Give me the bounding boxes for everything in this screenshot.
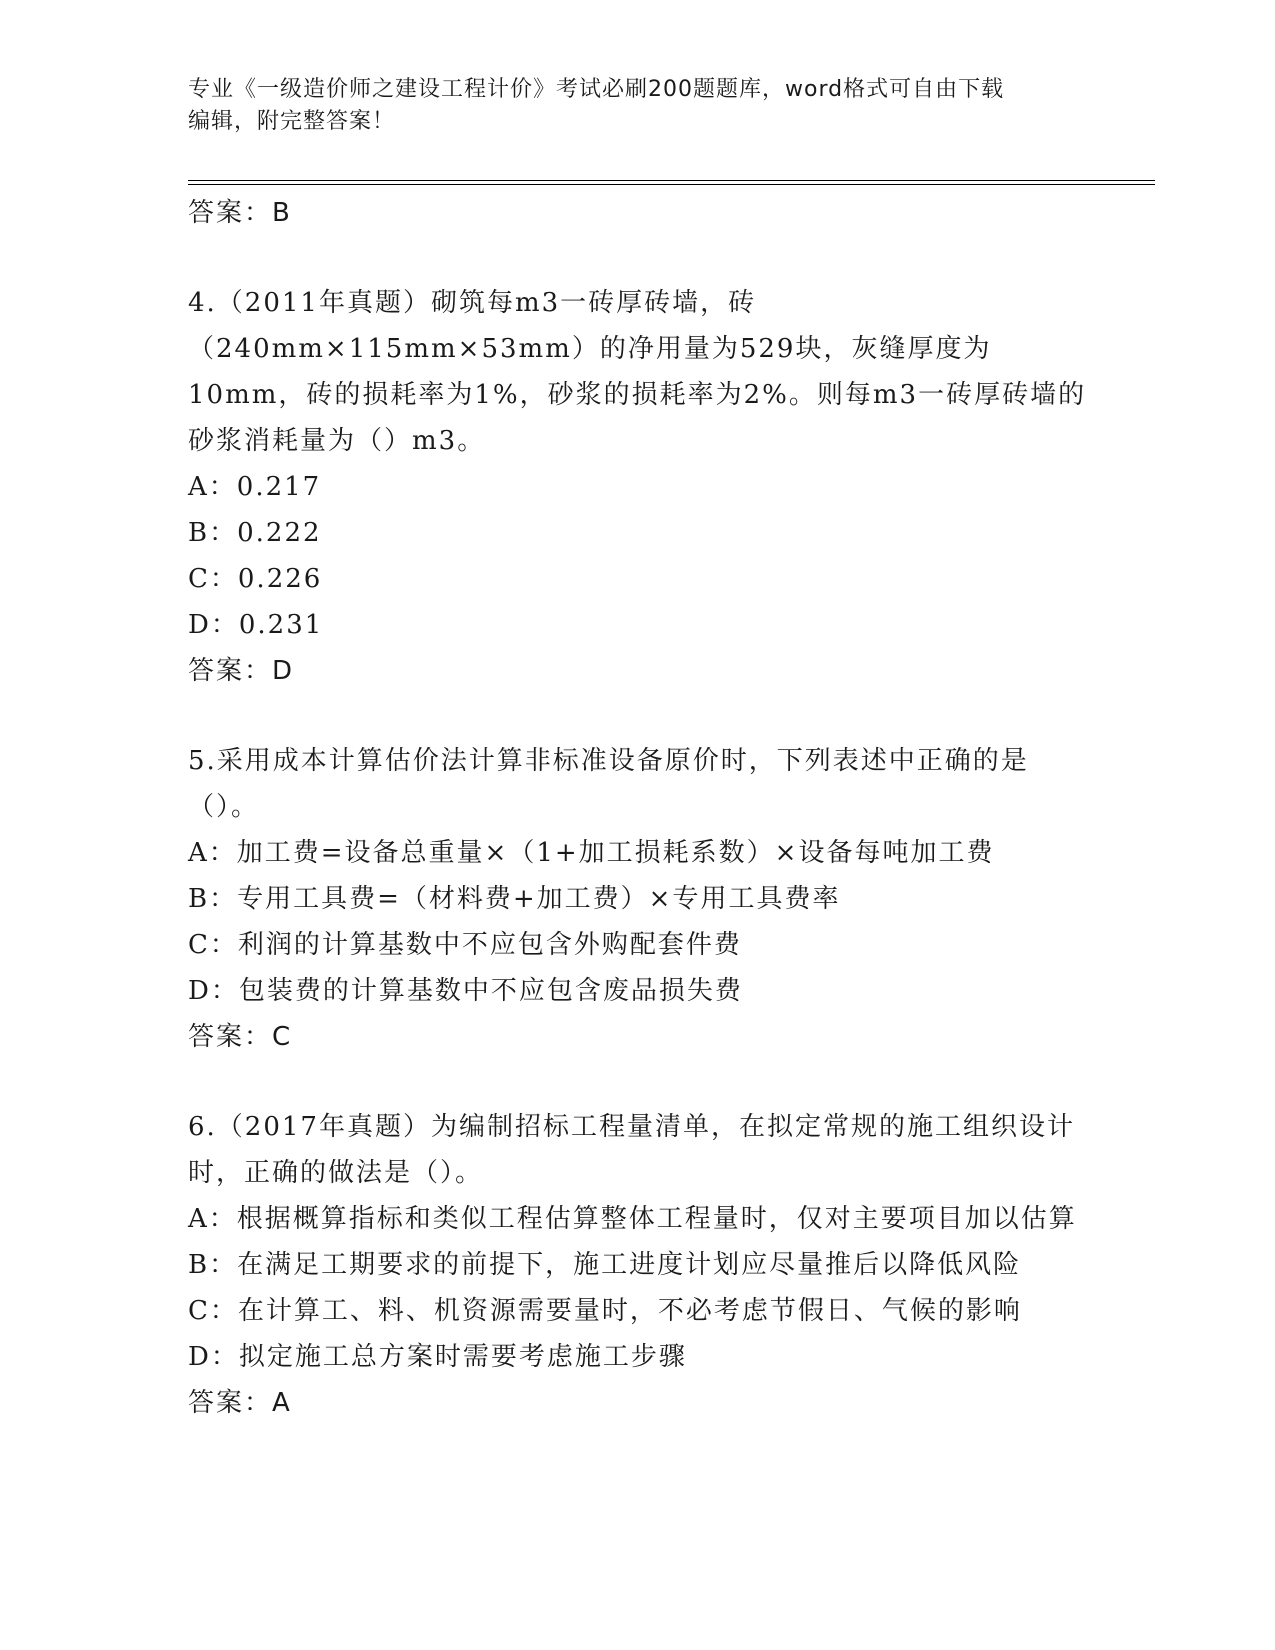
option-b: B：0.222 [188, 518, 322, 548]
answer-line: 答案：A [188, 1388, 292, 1418]
option-d: D：拟定施工总方案时需要考虑施工步骤 [188, 1342, 687, 1372]
option-c: C：在计算工、料、机资源需要量时，不必考虑节假日、气候的影响 [188, 1296, 1022, 1326]
option-b: B：专用工具费=（材料费+加工费）×专用工具费率 [188, 884, 841, 914]
question-text: 5.采用成本计算估价法计算非标准设备原价时，下列表述中正确的是（）。 [188, 746, 1029, 822]
option-c: C：0.226 [188, 564, 323, 594]
header-line-1: 专业《一级造价师之建设工程计价》考试必刷200题题库，word格式可自由下载 [188, 77, 1005, 102]
option-a: A：加工费=设备总重量×（1+加工损耗系数）×设备每吨加工费 [188, 838, 995, 868]
header-line-2: 编辑，附完整答案！ [188, 109, 396, 134]
header-divider-thick [188, 180, 1155, 181]
option-d: D：0.231 [188, 610, 324, 640]
question-text: 6.（2017年真题）为编制招标工程量清单，在拟定常规的施工组织设计时，正确的做法是（）。 [188, 1112, 1075, 1188]
option-a: A：0.217 [188, 472, 322, 502]
answer-line: 答案：B [188, 198, 292, 228]
header-divider-thin [188, 184, 1155, 185]
document-header [188, 74, 1088, 138]
question-block [188, 1104, 1088, 1426]
answer-line: 答案：D [188, 656, 295, 686]
option-a: A：根据概算指标和类似工程估算整体工程量时，仅对主要项目加以估算 [188, 1204, 1077, 1234]
question-text: 4.（2011年真题）砌筑每m3一砖厚砖墙，砖（240mm×115mm×53mm）的净用量为529块，灰缝厚度为10mm，砖的损耗率为1%，砂浆的损耗率为2%。则每m3一砖厚砖墙的砂浆消耗量为（）m3。 [188, 288, 1087, 456]
option-c: C：利润的计算基数中不应包含外购配套件费 [188, 930, 742, 960]
option-b: B：在满足工期要求的前提下，施工进度计划应尽量推后以降低风险 [188, 1250, 1022, 1280]
question-block [188, 280, 1088, 694]
question-block [188, 738, 1088, 1060]
answer-line: 答案：C [188, 1022, 293, 1052]
document-body [188, 190, 1088, 1426]
option-d: D：包装费的计算基数中不应包含废品损失费 [188, 976, 743, 1006]
